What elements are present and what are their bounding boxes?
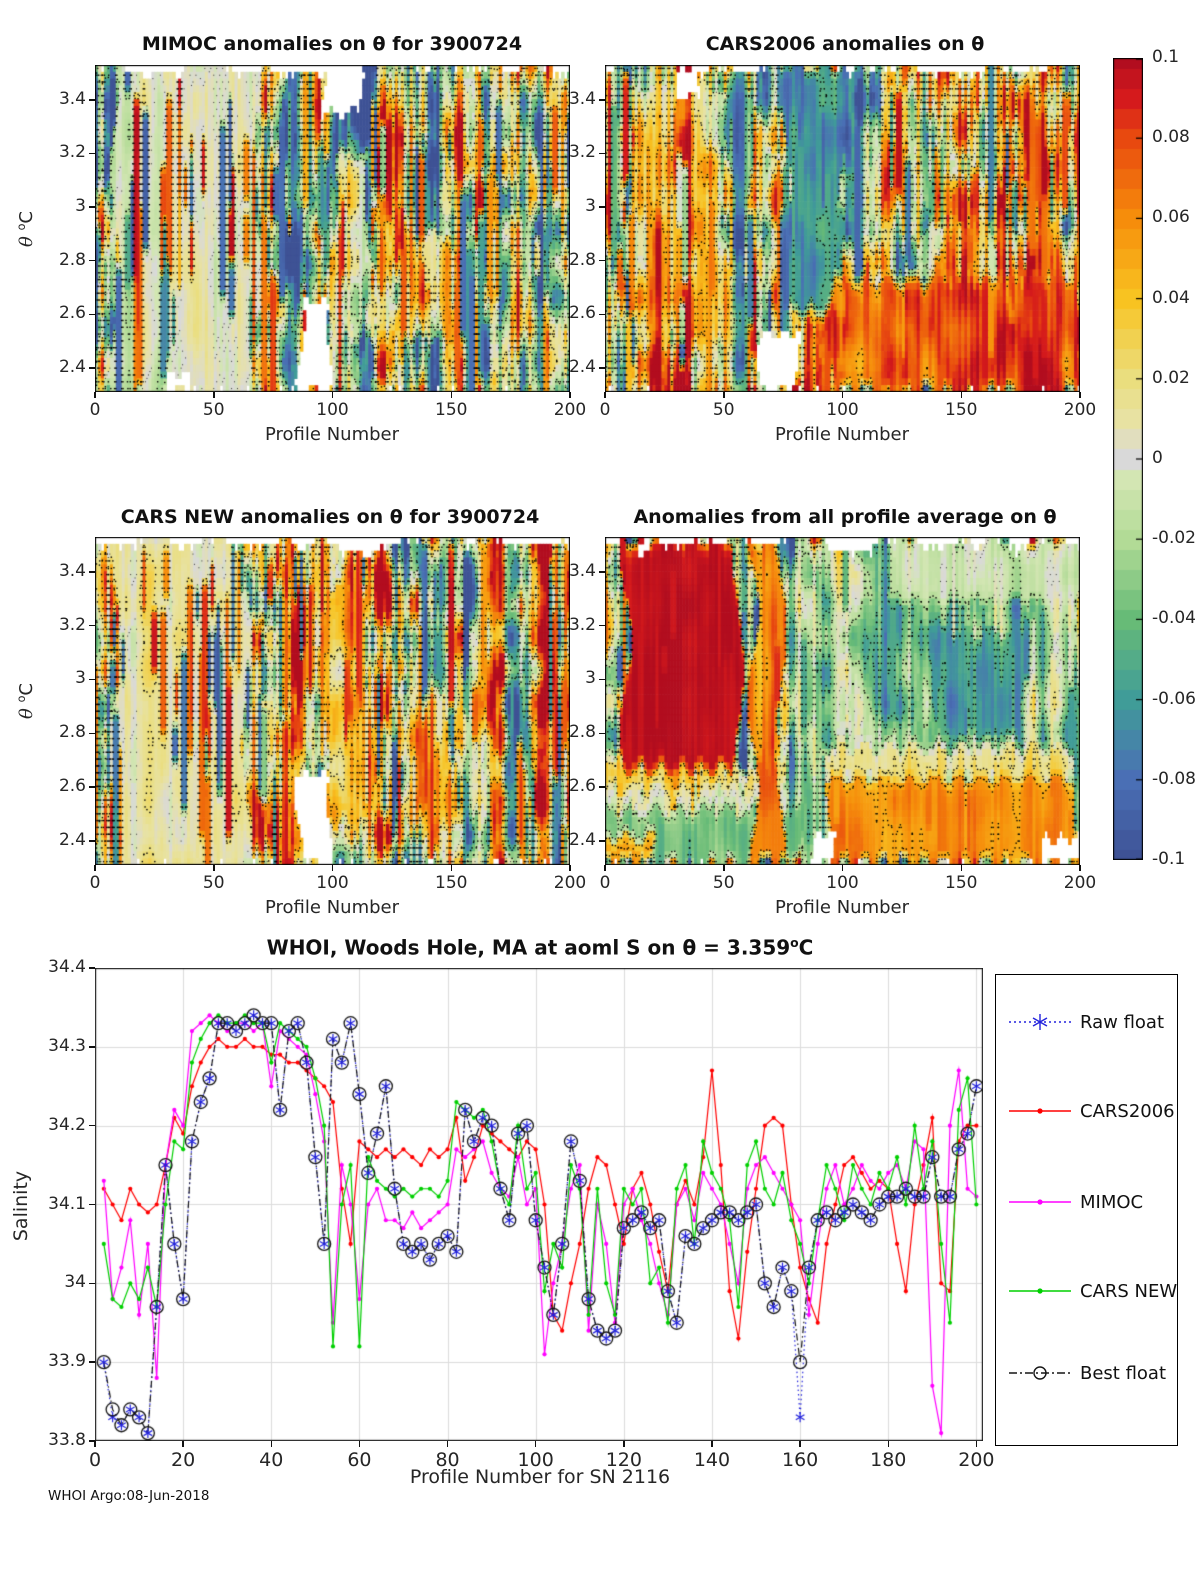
y-tick-label: 33.9 — [48, 1351, 86, 1372]
legend-sample-raw-float — [1009, 1010, 1071, 1034]
y-tick-mark — [89, 1125, 95, 1127]
colorbar-tick-label: 0.06 — [1152, 207, 1190, 228]
line-chart-title: WHOI, Woods Hole, MA at aoml S on $\theta = 3.359^oC$ — [266, 935, 814, 960]
unit-c: C — [15, 211, 37, 224]
heatmap-title-carsnew: CARS NEW anomalies on θ for 3900724 — [120, 506, 540, 528]
legend-label-raw-float: Raw float — [1080, 1011, 1165, 1033]
y-tick-mark — [599, 571, 605, 573]
ylabel-theta-mid — [15, 683, 37, 719]
legend-box — [995, 974, 1178, 1446]
y-tick-label: 3 — [75, 196, 86, 217]
y-tick-mark — [599, 679, 605, 681]
colorbar-tick-label: 0.1 — [1152, 47, 1180, 67]
heatmap-title-allprofile: Anomalies from all profile average on θ — [633, 506, 1057, 528]
y-tick-mark — [89, 571, 95, 573]
legend-sample-cars-new — [1009, 1279, 1071, 1303]
y-tick-mark — [599, 260, 605, 262]
y-tick-mark — [599, 733, 605, 735]
x-tick-label: 160 — [781, 1449, 819, 1471]
y-tick-mark — [599, 99, 605, 101]
y-tick-mark — [89, 314, 95, 316]
colorbar-tick-label: -0.1 — [1152, 849, 1186, 869]
y-tick-mark — [89, 1204, 95, 1206]
y-tick-label: 2.6 — [58, 303, 86, 324]
y-tick-mark — [89, 679, 95, 681]
x-tick-label: 100 — [517, 1449, 554, 1471]
y-tick-label: 2.6 — [58, 776, 86, 797]
y-tick-label: 2.4 — [568, 829, 596, 850]
legend-entry-cars2006 — [1009, 1099, 1175, 1123]
y-tick-label: 3.4 — [568, 88, 596, 109]
y-tick-mark — [89, 786, 95, 788]
degree-sup: o — [14, 223, 28, 231]
ylabel-theta-top — [15, 211, 37, 247]
xlabel-heatmap-4: Profile Number — [775, 897, 909, 918]
y-tick-mark — [89, 1361, 95, 1363]
x-tick-label: 150 — [945, 873, 978, 893]
x-tick-mark — [332, 865, 334, 871]
x-tick-label: 50 — [202, 400, 225, 420]
y-tick-label: 3 — [75, 668, 86, 689]
x-tick-mark — [604, 865, 606, 871]
footer-text: WHOI Argo:08-Jun-2018 — [48, 1488, 210, 1504]
y-tick-label: 3.2 — [568, 614, 596, 635]
y-tick-label: 2.8 — [568, 249, 596, 270]
x-tick-label: 0 — [599, 873, 611, 893]
x-tick-mark — [1079, 392, 1081, 398]
y-tick-mark — [89, 840, 95, 842]
x-tick-mark — [213, 865, 215, 871]
y-tick-label: 3 — [585, 196, 596, 217]
y-tick-label: 2.6 — [568, 776, 596, 797]
x-tick-label: 100 — [316, 873, 349, 893]
x-tick-mark — [332, 392, 334, 398]
line-chart-canvas — [95, 968, 983, 1441]
x-tick-mark — [799, 1441, 801, 1447]
allprofile-heatmap-canvas — [605, 537, 1080, 865]
x-tick-label: 100 — [826, 400, 859, 420]
x-tick-mark — [842, 865, 844, 871]
y-tick-label: 34.2 — [48, 1114, 86, 1135]
xlabel-heatmap-2: Profile Number — [775, 424, 909, 445]
y-tick-mark — [89, 733, 95, 735]
heatmap-title-mimoc: MIMOC anomalies on θ for 3900724 — [141, 33, 523, 55]
y-tick-mark — [89, 1046, 95, 1048]
y-tick-label: 3.4 — [58, 88, 86, 109]
x-tick-label: 80 — [435, 1449, 460, 1471]
x-tick-label: 50 — [202, 873, 225, 893]
legend-label-cars-new: CARS NEW — [1080, 1280, 1178, 1302]
y-tick-label: 3.4 — [58, 560, 86, 581]
y-tick-mark — [599, 367, 605, 369]
colorbar-tick-label: 0.04 — [1152, 287, 1190, 308]
colorbar-tick-label: -0.08 — [1152, 768, 1196, 789]
x-tick-mark — [842, 392, 844, 398]
x-tick-mark — [723, 865, 725, 871]
x-tick-label: 0 — [88, 1449, 102, 1471]
x-tick-mark — [447, 1441, 449, 1447]
x-tick-mark — [213, 392, 215, 398]
y-tick-mark — [599, 153, 605, 155]
legend-label-cars2006: CARS2006 — [1080, 1100, 1175, 1122]
x-tick-mark — [94, 865, 96, 871]
legend-entry-cars-new — [1009, 1279, 1177, 1303]
x-tick-mark — [961, 865, 963, 871]
y-tick-label: 34.3 — [48, 1035, 86, 1056]
x-tick-mark — [976, 1441, 978, 1447]
x-tick-label: 200 — [553, 873, 587, 893]
degree-sup: o — [14, 695, 28, 703]
x-tick-label: 0 — [89, 400, 101, 420]
x-tick-label: 150 — [435, 873, 468, 893]
y-tick-mark — [89, 206, 95, 208]
y-tick-mark — [599, 314, 605, 316]
x-tick-mark — [723, 392, 725, 398]
x-tick-label: 140 — [693, 1449, 731, 1471]
legend-label-mimoc: MIMOC — [1080, 1191, 1144, 1213]
y-tick-mark — [89, 1283, 95, 1285]
x-tick-label: 0 — [89, 873, 101, 893]
x-tick-label: 200 — [553, 400, 587, 420]
y-tick-mark — [89, 967, 95, 969]
x-tick-label: 50 — [712, 873, 735, 893]
y-tick-mark — [89, 1440, 95, 1442]
legend-sample-best-float — [1009, 1361, 1071, 1385]
legend-label-best-float: Best float — [1080, 1362, 1167, 1384]
x-tick-label: 150 — [945, 400, 978, 420]
x-tick-mark — [1079, 865, 1081, 871]
y-tick-label: 3.2 — [58, 614, 86, 635]
y-tick-label: 2.4 — [58, 356, 86, 377]
x-tick-mark — [94, 392, 96, 398]
xlabel-heatmap-1: Profile Number — [265, 424, 399, 445]
carsnew-heatmap-canvas — [95, 537, 570, 865]
x-tick-mark — [961, 392, 963, 398]
colorbar-tick-label: 0.08 — [1152, 127, 1190, 148]
x-tick-mark — [888, 1441, 890, 1447]
y-tick-label: 2.8 — [568, 722, 596, 743]
legend-entry-best-float — [1009, 1361, 1166, 1385]
x-tick-mark — [271, 1441, 273, 1447]
x-tick-label: 0 — [599, 400, 611, 420]
cars2006-heatmap-canvas — [605, 65, 1080, 392]
y-tick-label: 3.4 — [568, 560, 596, 581]
x-tick-label: 200 — [1063, 400, 1097, 420]
y-tick-mark — [89, 260, 95, 262]
y-tick-mark — [89, 153, 95, 155]
y-tick-label: 34 — [64, 1272, 86, 1293]
x-tick-mark — [359, 1441, 361, 1447]
x-tick-mark — [569, 392, 571, 398]
legend-entry-raw-float — [1009, 1010, 1164, 1034]
y-tick-mark — [89, 99, 95, 101]
colorbar-tick-label: -0.02 — [1152, 528, 1196, 549]
y-tick-label: 2.6 — [568, 303, 596, 324]
y-tick-label: 33.8 — [48, 1430, 86, 1450]
theta-symbol: θ — [15, 236, 37, 247]
x-tick-label: 100 — [316, 400, 349, 420]
colorbar-tick-label: 0 — [1152, 448, 1163, 468]
x-tick-mark — [711, 1441, 713, 1447]
y-tick-mark — [599, 206, 605, 208]
y-tick-mark — [89, 625, 95, 627]
x-tick-label: 60 — [347, 1449, 372, 1471]
y-tick-label: 2.4 — [568, 356, 596, 377]
x-tick-mark — [623, 1441, 625, 1447]
y-tick-label: 34.1 — [48, 1193, 86, 1214]
colorbar-canvas — [1113, 58, 1143, 860]
x-tick-label: 200 — [958, 1449, 995, 1471]
theta-symbol: θ — [15, 708, 37, 719]
y-tick-label: 2.8 — [58, 249, 86, 270]
x-tick-mark — [604, 392, 606, 398]
x-tick-label: 120 — [605, 1449, 642, 1471]
x-tick-label: 200 — [1063, 873, 1097, 893]
colorbar-tick-label: -0.06 — [1152, 688, 1196, 709]
heatmap-title-cars2006: CARS2006 anomalies on θ — [705, 33, 985, 55]
y-tick-label: 2.4 — [58, 829, 86, 850]
colorbar-tick-label: -0.04 — [1152, 608, 1196, 629]
colorbar-tick-label: 0.02 — [1152, 367, 1190, 388]
x-tick-label: 50 — [712, 400, 735, 420]
x-tick-mark — [182, 1441, 184, 1447]
y-tick-mark — [599, 786, 605, 788]
x-tick-mark — [451, 392, 453, 398]
y-tick-mark — [599, 625, 605, 627]
y-tick-label: 2.8 — [58, 722, 86, 743]
x-tick-mark — [535, 1441, 537, 1447]
y-tick-label: 3.2 — [568, 142, 596, 163]
legend-sample-mimoc — [1009, 1190, 1071, 1214]
x-tick-label: 100 — [826, 873, 859, 893]
line-chart-xlabel: Profile Number for SN 2116 — [409, 1466, 671, 1488]
legend-sample-cars2006 — [1009, 1099, 1071, 1123]
y-tick-label: 3.2 — [58, 142, 86, 163]
y-tick-label: 3 — [585, 668, 596, 689]
x-tick-mark — [94, 1441, 96, 1447]
x-tick-label: 150 — [435, 400, 468, 420]
x-tick-mark — [569, 865, 571, 871]
mimoc-heatmap-canvas — [95, 65, 570, 392]
xlabel-heatmap-3: Profile Number — [265, 897, 399, 918]
legend-entry-mimoc — [1009, 1190, 1143, 1214]
x-tick-label: 40 — [259, 1449, 284, 1471]
line-chart-ylabel: Salinity — [10, 1170, 33, 1242]
y-tick-mark — [599, 840, 605, 842]
y-tick-mark — [89, 367, 95, 369]
x-tick-label: 20 — [171, 1449, 196, 1471]
x-tick-label: 180 — [870, 1449, 907, 1471]
x-tick-mark — [451, 865, 453, 871]
y-tick-label: 34.4 — [48, 957, 86, 977]
unit-c: C — [15, 683, 37, 696]
